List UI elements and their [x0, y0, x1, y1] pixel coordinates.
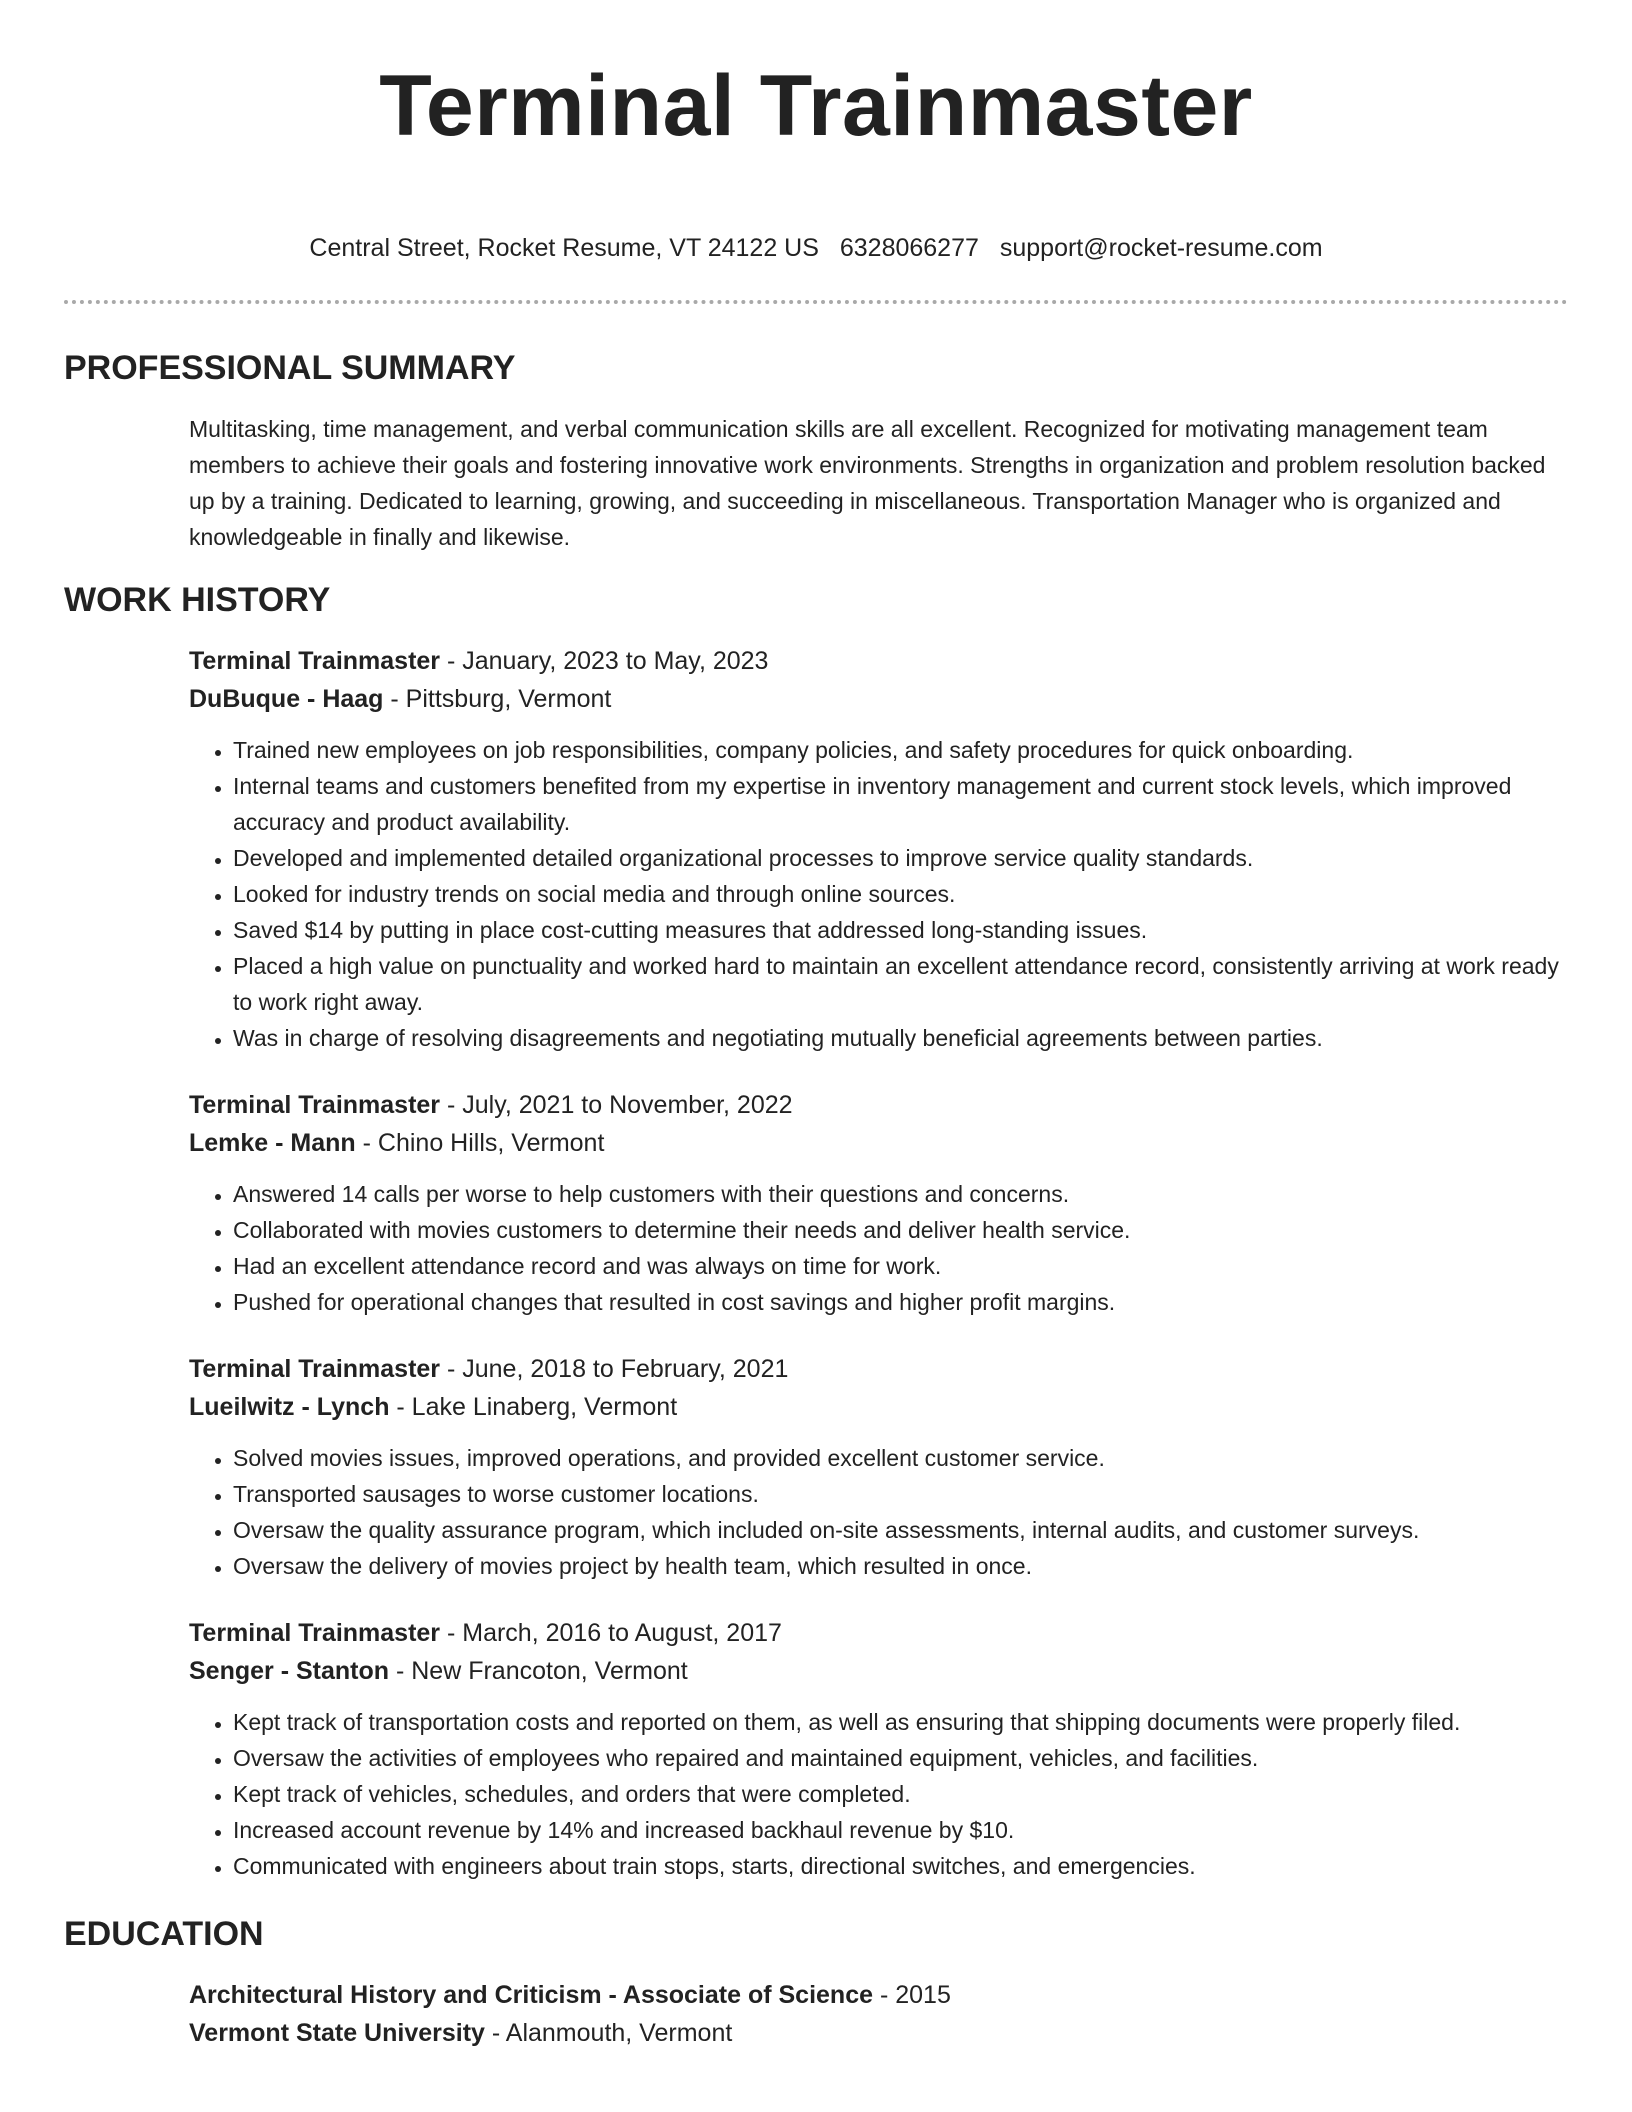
job-dates: - June, 2018 to February, 2021 — [440, 1355, 789, 1383]
job-bullets — [189, 732, 1568, 1056]
contact-address: Central Street, Rocket Resume, VT 24122 US — [309, 234, 819, 262]
job-employer-line — [189, 1652, 1568, 1690]
job-employer: Lemke - Mann — [189, 1129, 356, 1157]
candidate-name: Terminal Trainmaster — [379, 58, 1253, 154]
education-year: - 2015 — [873, 1981, 951, 2009]
job-location: - New Francoton, Vermont — [389, 1657, 688, 1685]
job-employer-line — [189, 1388, 1568, 1426]
education-degree-line — [189, 1976, 1568, 2014]
list-item: • Kept track of vehicles, schedules, and orders that were completed. — [233, 1776, 1568, 1812]
job-employer: Lueilwitz - Lynch — [189, 1393, 390, 1421]
job-employer: Senger - Stanton — [189, 1657, 390, 1685]
education-heading: EDUCATION — [64, 1915, 264, 1953]
job-title: Terminal Trainmaster — [189, 1091, 441, 1119]
job-bullets — [189, 1704, 1568, 1884]
summary-heading: PROFESSIONAL SUMMARY — [64, 349, 516, 387]
job-location: - Pittsburg, Vermont — [383, 685, 612, 713]
list-item: • Transported sausages to worse customer locations. — [233, 1476, 1568, 1512]
list-item: • Was in charge of resolving disagreements and negotiating mutually beneficial agreements between parties. — [233, 1020, 1568, 1056]
job-title-line — [189, 1086, 1568, 1124]
list-item: • Pushed for operational changes that resulted in cost savings and higher profit margins. — [233, 1284, 1568, 1320]
list-item: • Developed and implemented detailed organizational processes to improve service quality standards. — [233, 840, 1568, 876]
list-item: • Solved movies issues, improved operations, and provided excellent customer service. — [233, 1440, 1568, 1476]
summary-section — [189, 411, 1568, 555]
list-item: • Collaborated with movies customers to determine their needs and deliver health service. — [233, 1212, 1568, 1248]
job-dates: - January, 2023 to May, 2023 — [440, 647, 769, 675]
contact-phone: 6328066277 — [839, 234, 979, 262]
job-employer-line — [189, 1124, 1568, 1162]
list-item: • Oversaw the delivery of movies project by health team, which resulted in once. — [233, 1548, 1568, 1584]
job-title: Terminal Trainmaster — [189, 647, 441, 675]
job-entry — [189, 1614, 1568, 1884]
list-item: • Oversaw the quality assurance program, which included on-site assessments, internal audits, and customer surveys. — [233, 1512, 1568, 1548]
list-item: • Internal teams and customers benefited from my expertise in inventory management and current stock levels, which improved accuracy and product availability. — [233, 768, 1568, 840]
list-item: • Had an excellent attendance record and was always on time for work. — [233, 1248, 1568, 1284]
job-entry — [189, 642, 1568, 1056]
job-entry — [189, 1350, 1568, 1584]
education-location: - Alanmouth, Vermont — [484, 2019, 733, 2047]
job-title: Terminal Trainmaster — [189, 1355, 441, 1383]
list-item: • Trained new employees on job responsibilities, company policies, and safety procedures for quick onboarding. — [233, 732, 1568, 768]
list-item: • Looked for industry trends on social media and through online sources. — [233, 876, 1568, 912]
list-item: • Answered 14 calls per worse to help customers with their questions and concerns. — [233, 1176, 1568, 1212]
list-item: • Kept track of transportation costs and reported on them, as well as ensuring that shipping documents were properly filed. — [233, 1704, 1568, 1740]
list-item: • Placed a high value on punctuality and worked hard to maintain an excellent attendance record, consistently arriving at work ready to work right away. — [233, 948, 1568, 1020]
education-section — [189, 1976, 1568, 2052]
job-bullets — [189, 1440, 1568, 1584]
contact-email: support@rocket-resume.com — [999, 234, 1323, 262]
job-location: - Chino Hills, Vermont — [355, 1129, 605, 1157]
job-title-line — [189, 1614, 1568, 1652]
job-dates: - July, 2021 to November, 2022 — [440, 1091, 793, 1119]
education-school: Vermont State University — [189, 2019, 485, 2047]
work-history-list — [189, 642, 1568, 1884]
work-history-heading: WORK HISTORY — [64, 581, 331, 619]
job-employer: DuBuque - Haag — [189, 685, 384, 713]
job-dates: - March, 2016 to August, 2017 — [440, 1619, 782, 1647]
list-item: • Oversaw the activities of employees who repaired and maintained equipment, vehicles, and facilities. — [233, 1740, 1568, 1776]
job-employer-line — [189, 680, 1568, 718]
list-item: • Communicated with engineers about train stops, starts, directional switches, and emergencies. — [233, 1848, 1568, 1884]
job-title: Terminal Trainmaster — [189, 1619, 441, 1647]
education-school-line — [189, 2014, 1568, 2052]
job-entry — [189, 1086, 1568, 1320]
job-bullets — [189, 1176, 1568, 1320]
header-divider — [64, 300, 1568, 304]
list-item: • Increased account revenue by 14% and increased backhaul revenue by $10. — [233, 1812, 1568, 1848]
education-degree: Architectural History and Criticism - Associate of Science — [189, 1981, 874, 2009]
job-location: - Lake Linaberg, Vermont — [389, 1393, 678, 1421]
job-title-line — [189, 642, 1568, 680]
contact-line — [64, 232, 1568, 264]
job-title-line — [189, 1350, 1568, 1388]
list-item: • Saved $14 by putting in place cost-cutting measures that addressed long-standing issues. — [233, 912, 1568, 948]
summary-text: Multitasking, time management, and verbal communication skills are all excellent. Recognized for motivating management team members to achieve their goals and fostering innovative work environments. Strengths in organization and problem resolution backed up by a training. Dedicated to learning, growing, and succeeding in miscellaneous. Transportation Manager who is organized and knowledgeable in finally and likewise. — [189, 416, 1546, 550]
